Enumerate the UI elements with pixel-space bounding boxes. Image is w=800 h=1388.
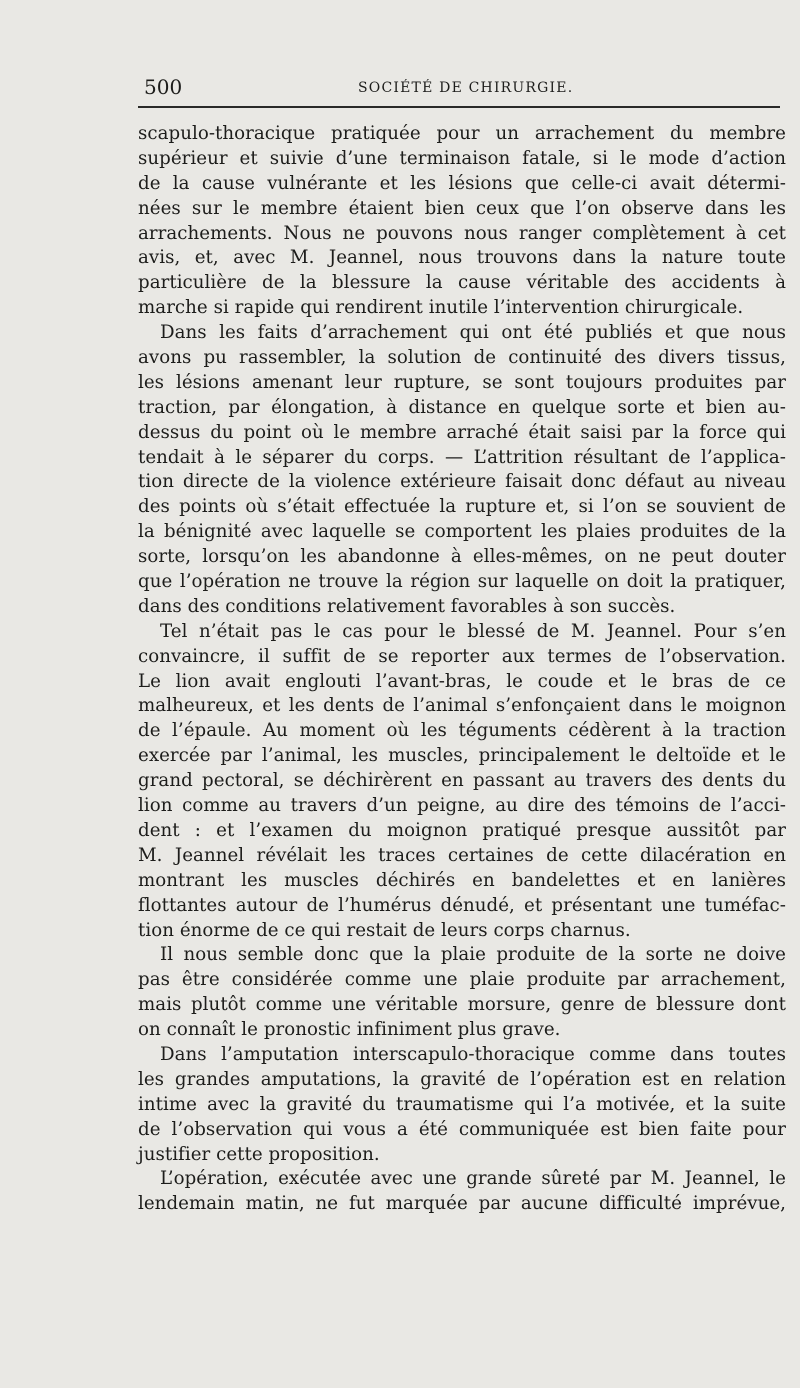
text-line: grand pectoral, se déchirèrent en passant au travers des dents du — [138, 770, 786, 792]
text-line: lion comme au travers d’un peigne, au dire des témoins de l’acci- — [138, 795, 786, 817]
text-line: nées sur le membre étaient bien ceux que l’on observe dans les — [138, 197, 786, 219]
text-line: marche si rapide qui rendirent inutile l’intervention chirurgicale. — [138, 297, 744, 319]
text-line: intime avec la gravité du traumatisme qui l’a motivée, et la suite — [138, 1093, 786, 1115]
text-line: la bénignité avec laquelle se comportent les plaies produites de la — [138, 521, 786, 543]
text-line: supérieur et suivie d’une terminaison fatale, si le mode d’action — [138, 147, 786, 169]
text-line: dent : et l’examen du moignon pratiqué presque aussitôt par — [138, 819, 786, 841]
text-line: montrant les muscles déchirés en bandelettes et en lanières — [138, 869, 786, 891]
text-line: sorte, lorsqu’on les abandonne à elles-mêmes, on ne peut douter — [138, 546, 786, 568]
text-line: Dans les faits d’arrachement qui ont été publiés et que nous — [160, 322, 786, 344]
text-line: des points où s’était effectuée la rupture et, si l’on se souvient de — [138, 496, 786, 518]
text-line: lendemain matin, ne fut marquée par aucune difficulté imprévue, — [138, 1193, 786, 1215]
page-header — [138, 74, 778, 100]
text-line: les grandes amputations, la gravité de l’opération est en relation — [138, 1068, 786, 1090]
text-line: justifier cette proposition. — [138, 1143, 380, 1165]
text-line: tion énorme de ce qui restait de leurs corps charnus. — [138, 919, 631, 941]
text-line: Le lion avait englouti l’avant-bras, le coude et le bras de ce — [138, 670, 786, 692]
text-line: M. Jeannel révélait les traces certaines de cette dilacération en — [138, 844, 786, 866]
running-head: SOCIÉTÉ DE CHIRURGIE. — [358, 80, 574, 96]
text-line: Dans l’amputation interscapulo-thoracique comme dans toutes — [160, 1043, 786, 1065]
text-line: les lésions amenant leur rupture, se sont toujours produites par — [138, 371, 786, 393]
text-line: malheureux, et les dents de l’animal s’enfonçaient dans le moignon — [138, 695, 786, 717]
text-line: avis, et, avec M. Jeannel, nous trouvons dans la nature toute — [138, 247, 786, 269]
text-line: pas être considérée comme une plaie produite par arrachement, — [138, 969, 786, 991]
text-line: scapulo-thoracique pratiquée pour un arrachement du membre — [138, 123, 786, 144]
text-line: on connaît le pronostic infiniment plus grave. — [138, 1019, 561, 1041]
text-line: particulière de la blessure la cause véritable des accidents à — [138, 272, 786, 294]
header-rule — [138, 106, 780, 108]
text-line: exercée par l’animal, les muscles, principalement le deltoïde et le — [138, 745, 786, 767]
text-line: arrachements. Nous ne pouvons nous ranger complètement à cet — [138, 222, 786, 244]
text-line: que l’opération ne trouve la région sur laquelle on doit la pratiquer, — [138, 571, 786, 593]
text-line: Il nous semble donc que la plaie produite de la sorte ne doive — [160, 944, 786, 966]
text-line: convaincre, il suffit de se reporter aux termes de l’observation. — [138, 645, 786, 667]
text-line: dans des conditions relativement favorables à son succès. — [138, 595, 676, 617]
text-line: de l’observation qui vous a été communiquée est bien faite pour — [138, 1118, 786, 1140]
text-line: avons pu rassembler, la solution de continuité des divers tissus, — [138, 347, 786, 369]
page-number: 500 — [144, 75, 183, 99]
text-line: flottantes autour de l’humérus dénudé, et présentant une tuméfac- — [138, 894, 786, 916]
body-text — [138, 122, 786, 1217]
text-line: dessus du point où le membre arraché était saisi par la force qui — [138, 421, 786, 443]
text-line: tendait à le séparer du corps. — L’attrition résultant de l’applica- — [138, 446, 786, 468]
text-line: Tel n’était pas le cas pour le blessé de M. Jeannel. Pour s’en — [160, 620, 786, 642]
text-line: de l’épaule. Au moment où les téguments cédèrent à la traction — [138, 720, 786, 742]
text-line: de la cause vulnérante et les lésions que celle-ci avait détermi- — [138, 172, 786, 194]
text-line: L’opération, exécutée avec une grande sûreté par M. Jeannel, le — [160, 1168, 786, 1190]
text-line: traction, par élongation, à distance en quelque sorte et bien au- — [138, 396, 786, 418]
text-line: tion directe de la violence extérieure faisait donc défaut au niveau — [138, 471, 786, 493]
text-line: mais plutôt comme une véritable morsure, genre de blessure dont — [138, 994, 786, 1016]
